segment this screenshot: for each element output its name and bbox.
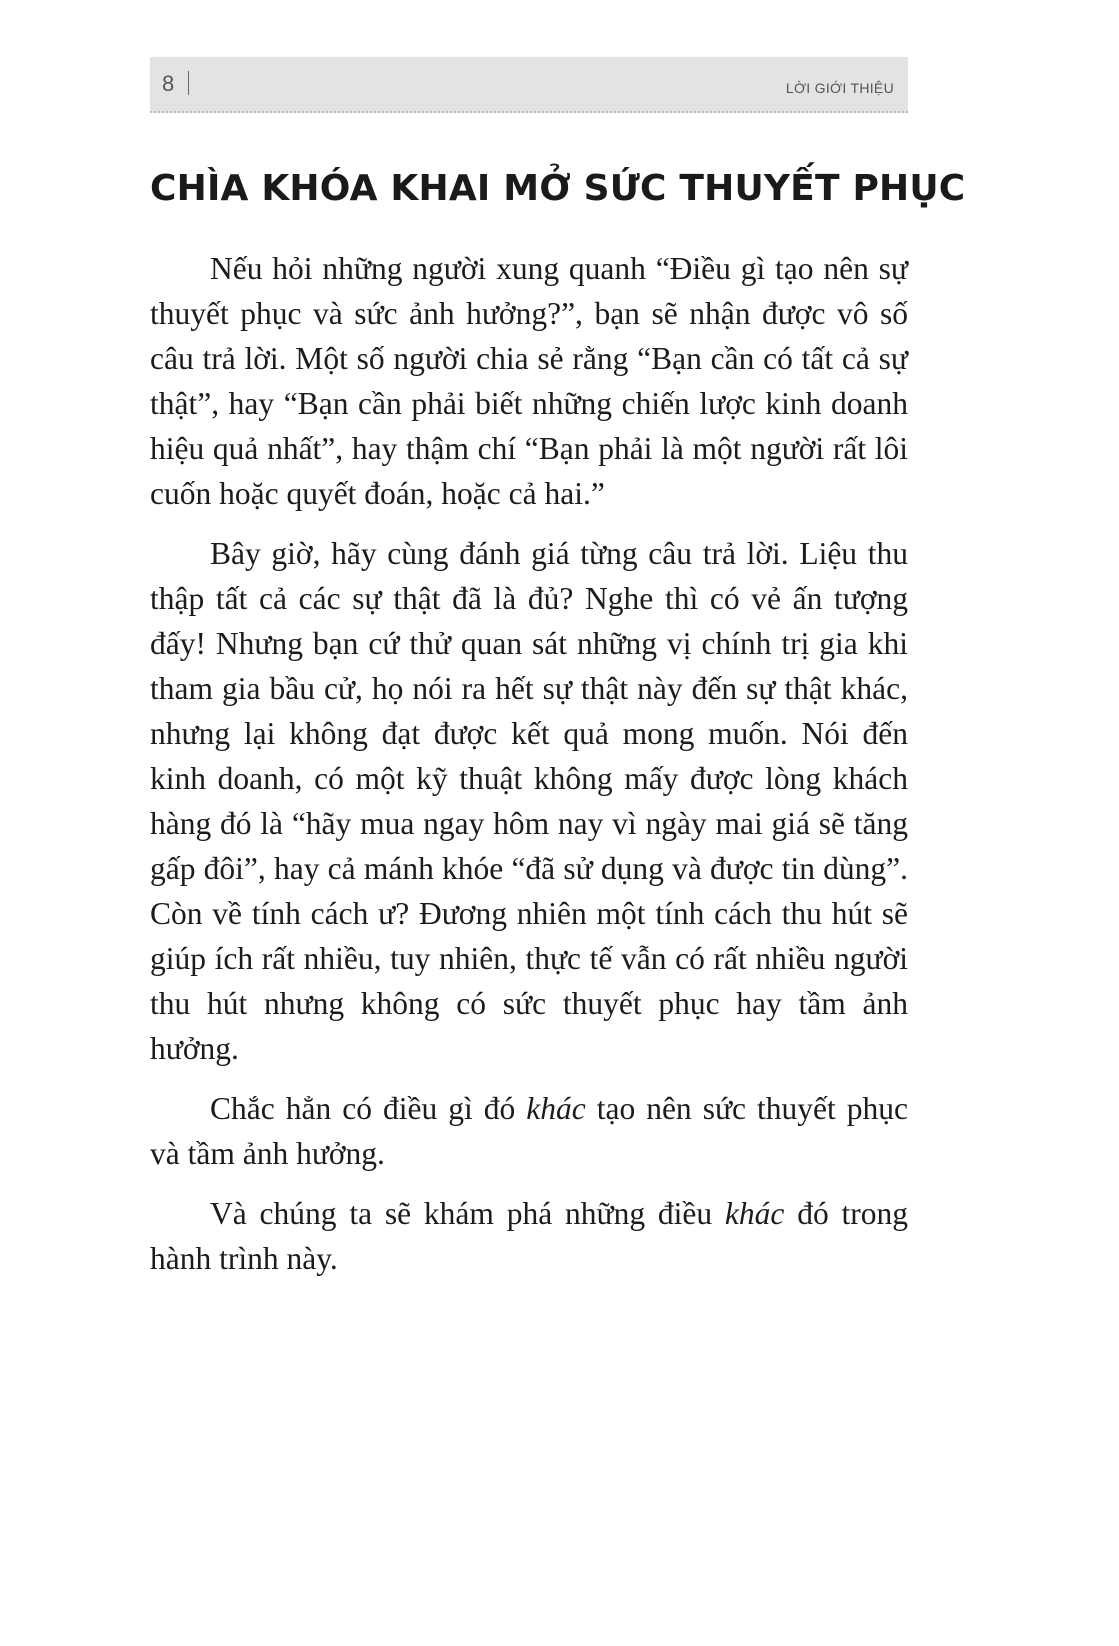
paragraph-3 [150, 1086, 908, 1176]
paragraph-3-italic: khác [526, 1091, 586, 1126]
body-text [150, 246, 908, 1296]
paragraph-4-after: đó trong hành trình này. [150, 1196, 908, 1276]
paragraph-1: Nếu hỏi những người xung quanh “Điều gì tạo nên sự thuyết phục và sức ảnh hưởng?”, bạn sẽ nhận được vô số câu trả lời. Một số người chia sẻ rằng “Bạn cần có tất cả sự thật”, hay “Bạn cần phải biết những chiến lược kinh doanh hiệu quả nhất”, hay thậm chí “Bạn phải là một người rất lôi cuốn hoặc quyết đoán, hoặc cả hai.” [150, 251, 908, 511]
paragraph-2: Bây giờ, hãy cùng đánh giá từng câu trả lời. Liệu thu thập tất cả các sự thật đã là đủ? Nghe thì có vẻ ấn tượng đấy! Nhưng bạn cứ thử quan sát những vị chính trị gia khi tham gia bầu cử, họ nói ra hết sự thật này đến sự thật khác, nhưng lại không đạt được kết quả mong muốn. Nói đến kinh doanh, có một kỹ thuật không mấy được lòng khách hàng đó là “hãy mua ngay hôm nay vì ngày mai giá sẽ tăng gấp đôi”, hay cả mánh khóe “đã sử dụng và được tin dùng”. Còn về tính cách ư? Đương nhiên một tính cách thu hút sẽ giúp ích rất nhiều, tuy nhiên, thực tế vẫn có rất nhiều người thu hút nhưng không có sức thuyết phục hay tầm ảnh hưởng. [150, 536, 908, 1066]
paragraph-3-before: Chắc hẳn có điều gì đó [210, 1091, 527, 1126]
paragraph-4-before: Và chúng ta sẽ khám phá những điều [210, 1196, 725, 1231]
running-head-title: LỜI GIỚI THIỆU [785, 80, 894, 96]
page-number: 8 [162, 71, 175, 96]
header-divider [188, 71, 189, 95]
paragraph-3-after: tạo nên sức thuyết phục và tầm ảnh hưởng. [150, 1091, 908, 1171]
chapter-title: CHÌA KHÓA KHAI MỞ SỨC THUYẾT PHỤC [150, 168, 966, 209]
running-header [150, 57, 908, 113]
paragraph-4 [150, 1191, 908, 1281]
paragraph-4-italic: khác [724, 1196, 785, 1231]
